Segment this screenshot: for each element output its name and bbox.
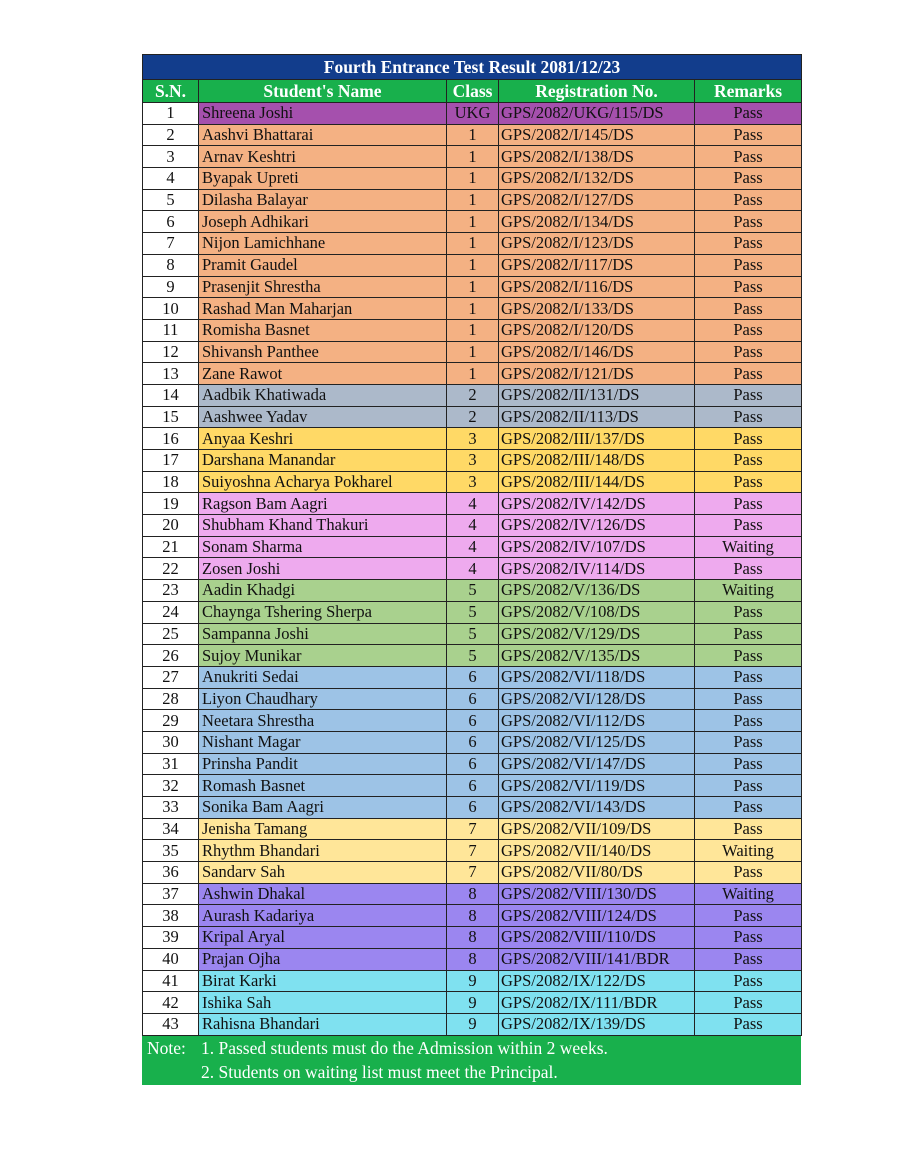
result-table <box>142 54 802 1036</box>
row-student-name: Zosen Joshi <box>199 558 447 580</box>
row-registration-no: GPS/2082/UKG/115/DS <box>499 103 695 125</box>
row-sn: 43 <box>143 1013 199 1035</box>
row-registration-no: GPS/2082/I/133/DS <box>499 298 695 320</box>
row-class: 7 <box>447 818 499 840</box>
row-remarks: Pass <box>695 645 802 667</box>
row-student-name: Sujoy Munikar <box>199 645 447 667</box>
row-registration-no: GPS/2082/VIII/130/DS <box>499 883 695 905</box>
row-sn: 2 <box>143 124 199 146</box>
row-registration-no: GPS/2082/VI/143/DS <box>499 797 695 819</box>
row-student-name: Chaynga Tshering Sherpa <box>199 601 447 623</box>
row-student-name: Aashvi Bhattarai <box>199 124 447 146</box>
table-row <box>143 233 802 255</box>
row-remarks: Pass <box>695 666 802 688</box>
table-row <box>143 645 802 667</box>
row-class: UKG <box>447 103 499 125</box>
row-remarks: Pass <box>695 341 802 363</box>
row-remarks: Pass <box>695 168 802 190</box>
row-class: 1 <box>447 168 499 190</box>
row-class: 6 <box>447 797 499 819</box>
table-row <box>143 601 802 623</box>
table-row <box>143 580 802 602</box>
row-remarks: Waiting <box>695 883 802 905</box>
row-sn: 22 <box>143 558 199 580</box>
row-sn: 36 <box>143 862 199 884</box>
title-row <box>143 55 802 80</box>
table-row <box>143 883 802 905</box>
row-sn: 8 <box>143 254 199 276</box>
table-row <box>143 970 802 992</box>
table-row <box>143 710 802 732</box>
row-student-name: Rhythm Bhandari <box>199 840 447 862</box>
row-student-name: Kripal Aryal <box>199 927 447 949</box>
table-row <box>143 948 802 970</box>
row-sn: 6 <box>143 211 199 233</box>
row-class: 3 <box>447 471 499 493</box>
row-remarks: Pass <box>695 124 802 146</box>
row-remarks: Pass <box>695 1013 802 1035</box>
row-student-name: Sonika Bam Aagri <box>199 797 447 819</box>
row-student-name: Anyaa Keshri <box>199 428 447 450</box>
row-registration-no: GPS/2082/I/138/DS <box>499 146 695 168</box>
row-remarks: Pass <box>695 298 802 320</box>
table-row <box>143 927 802 949</box>
row-student-name: Romisha Basnet <box>199 319 447 341</box>
row-sn: 30 <box>143 731 199 753</box>
row-remarks: Pass <box>695 233 802 255</box>
row-sn: 3 <box>143 146 199 168</box>
row-class: 6 <box>447 753 499 775</box>
row-sn: 25 <box>143 623 199 645</box>
row-remarks: Pass <box>695 146 802 168</box>
row-sn: 32 <box>143 775 199 797</box>
row-student-name: Joseph Adhikari <box>199 211 447 233</box>
row-remarks: Pass <box>695 406 802 428</box>
row-sn: 13 <box>143 363 199 385</box>
row-remarks: Pass <box>695 428 802 450</box>
row-registration-no: GPS/2082/V/129/DS <box>499 623 695 645</box>
row-registration-no: GPS/2082/I/145/DS <box>499 124 695 146</box>
row-sn: 28 <box>143 688 199 710</box>
row-remarks: Pass <box>695 363 802 385</box>
row-sn: 16 <box>143 428 199 450</box>
row-student-name: Birat Karki <box>199 970 447 992</box>
row-student-name: Zane Rawot <box>199 363 447 385</box>
table-row <box>143 905 802 927</box>
row-sn: 17 <box>143 450 199 472</box>
row-remarks: Pass <box>695 710 802 732</box>
row-class: 8 <box>447 948 499 970</box>
table-row <box>143 558 802 580</box>
row-sn: 10 <box>143 298 199 320</box>
table-row <box>143 319 802 341</box>
row-sn: 41 <box>143 970 199 992</box>
row-class: 9 <box>447 1013 499 1035</box>
table-body <box>143 103 802 1036</box>
row-class: 8 <box>447 927 499 949</box>
row-student-name: Byapak Upreti <box>199 168 447 190</box>
row-registration-no: GPS/2082/I/146/DS <box>499 341 695 363</box>
row-remarks: Pass <box>695 775 802 797</box>
row-class: 1 <box>447 233 499 255</box>
row-sn: 5 <box>143 189 199 211</box>
row-remarks: Pass <box>695 753 802 775</box>
table-row <box>143 276 802 298</box>
table-row <box>143 840 802 862</box>
row-student-name: Nishant Magar <box>199 731 447 753</box>
row-class: 4 <box>447 558 499 580</box>
table-row <box>143 406 802 428</box>
row-registration-no: GPS/2082/III/137/DS <box>499 428 695 450</box>
row-registration-no: GPS/2082/I/123/DS <box>499 233 695 255</box>
table-row <box>143 384 802 406</box>
row-registration-no: GPS/2082/VIII/141/BDR <box>499 948 695 970</box>
row-class: 4 <box>447 515 499 537</box>
row-registration-no: GPS/2082/IX/139/DS <box>499 1013 695 1035</box>
row-student-name: Neetara Shrestha <box>199 710 447 732</box>
row-student-name: Aadbik Khatiwada <box>199 384 447 406</box>
row-remarks: Waiting <box>695 580 802 602</box>
row-student-name: Sonam Sharma <box>199 536 447 558</box>
row-registration-no: GPS/2082/I/132/DS <box>499 168 695 190</box>
header-registration: Registration No. <box>499 80 695 103</box>
table-row <box>143 992 802 1014</box>
row-sn: 31 <box>143 753 199 775</box>
result-title: Fourth Entrance Test Result 2081/12/23 <box>143 55 802 80</box>
row-student-name: Ragson Bam Aagri <box>199 493 447 515</box>
row-class: 1 <box>447 298 499 320</box>
row-remarks: Pass <box>695 493 802 515</box>
table-row <box>143 254 802 276</box>
row-sn: 11 <box>143 319 199 341</box>
note-box <box>142 1036 801 1085</box>
row-registration-no: GPS/2082/IV/126/DS <box>499 515 695 537</box>
row-class: 6 <box>447 666 499 688</box>
row-registration-no: GPS/2082/V/108/DS <box>499 601 695 623</box>
note-line-1: 1. Passed students must do the Admission within 2 weeks. <box>201 1037 608 1058</box>
table-row <box>143 536 802 558</box>
row-remarks: Pass <box>695 992 802 1014</box>
note-label: Note: <box>147 1037 186 1058</box>
row-remarks: Pass <box>695 862 802 884</box>
table-row <box>143 146 802 168</box>
table-row <box>143 515 802 537</box>
row-remarks: Pass <box>695 384 802 406</box>
row-registration-no: GPS/2082/V/136/DS <box>499 580 695 602</box>
row-remarks: Pass <box>695 731 802 753</box>
row-sn: 39 <box>143 927 199 949</box>
row-student-name: Sandarv Sah <box>199 862 447 884</box>
row-registration-no: GPS/2082/III/144/DS <box>499 471 695 493</box>
row-student-name: Rahisna Bhandari <box>199 1013 447 1035</box>
table-row <box>143 103 802 125</box>
table-row <box>143 168 802 190</box>
row-sn: 34 <box>143 818 199 840</box>
row-remarks: Waiting <box>695 536 802 558</box>
row-student-name: Suiyoshna Acharya Pokharel <box>199 471 447 493</box>
row-class: 4 <box>447 536 499 558</box>
row-sn: 21 <box>143 536 199 558</box>
row-student-name: Anukriti Sedai <box>199 666 447 688</box>
row-student-name: Nijon Lamichhane <box>199 233 447 255</box>
row-class: 8 <box>447 905 499 927</box>
row-class: 1 <box>447 254 499 276</box>
row-sn: 7 <box>143 233 199 255</box>
row-class: 8 <box>447 883 499 905</box>
row-class: 5 <box>447 601 499 623</box>
table-row <box>143 666 802 688</box>
table-row <box>143 818 802 840</box>
row-class: 3 <box>447 450 499 472</box>
row-registration-no: GPS/2082/II/113/DS <box>499 406 695 428</box>
row-remarks: Pass <box>695 948 802 970</box>
row-sn: 35 <box>143 840 199 862</box>
table-row <box>143 753 802 775</box>
table-row <box>143 775 802 797</box>
row-sn: 19 <box>143 493 199 515</box>
row-class: 7 <box>447 862 499 884</box>
row-sn: 18 <box>143 471 199 493</box>
row-registration-no: GPS/2082/I/134/DS <box>499 211 695 233</box>
row-remarks: Pass <box>695 927 802 949</box>
header-class: Class <box>447 80 499 103</box>
table-row <box>143 471 802 493</box>
row-remarks: Pass <box>695 797 802 819</box>
table-row <box>143 731 802 753</box>
row-sn: 33 <box>143 797 199 819</box>
table-row <box>143 688 802 710</box>
row-student-name: Prinsha Pandit <box>199 753 447 775</box>
row-sn: 37 <box>143 883 199 905</box>
row-class: 2 <box>447 406 499 428</box>
row-sn: 1 <box>143 103 199 125</box>
row-class: 1 <box>447 211 499 233</box>
row-class: 1 <box>447 146 499 168</box>
row-remarks: Pass <box>695 471 802 493</box>
row-remarks: Waiting <box>695 840 802 862</box>
row-class: 1 <box>447 363 499 385</box>
table-row <box>143 363 802 385</box>
row-sn: 24 <box>143 601 199 623</box>
row-class: 1 <box>447 319 499 341</box>
row-registration-no: GPS/2082/IV/107/DS <box>499 536 695 558</box>
row-student-name: Prasenjit Shrestha <box>199 276 447 298</box>
row-class: 9 <box>447 970 499 992</box>
row-remarks: Pass <box>695 276 802 298</box>
table-row <box>143 797 802 819</box>
row-remarks: Pass <box>695 189 802 211</box>
row-remarks: Pass <box>695 688 802 710</box>
row-student-name: Sampanna Joshi <box>199 623 447 645</box>
row-class: 4 <box>447 493 499 515</box>
table-row <box>143 428 802 450</box>
row-class: 2 <box>447 384 499 406</box>
row-registration-no: GPS/2082/VI/112/DS <box>499 710 695 732</box>
row-student-name: Darshana Manandar <box>199 450 447 472</box>
row-remarks: Pass <box>695 319 802 341</box>
row-remarks: Pass <box>695 623 802 645</box>
row-class: 7 <box>447 840 499 862</box>
row-remarks: Pass <box>695 515 802 537</box>
row-remarks: Pass <box>695 818 802 840</box>
row-registration-no: GPS/2082/I/120/DS <box>499 319 695 341</box>
row-student-name: Arnav Keshtri <box>199 146 447 168</box>
row-student-name: Jenisha Tamang <box>199 818 447 840</box>
row-sn: 14 <box>143 384 199 406</box>
row-registration-no: GPS/2082/VII/80/DS <box>499 862 695 884</box>
header-name: Student's Name <box>199 80 447 103</box>
result-sheet <box>142 54 801 1085</box>
row-student-name: Ashwin Dhakal <box>199 883 447 905</box>
row-class: 3 <box>447 428 499 450</box>
row-class: 6 <box>447 731 499 753</box>
row-remarks: Pass <box>695 970 802 992</box>
row-class: 1 <box>447 341 499 363</box>
row-class: 1 <box>447 124 499 146</box>
row-class: 1 <box>447 189 499 211</box>
row-registration-no: GPS/2082/IV/142/DS <box>499 493 695 515</box>
row-registration-no: GPS/2082/I/117/DS <box>499 254 695 276</box>
table-row <box>143 1013 802 1035</box>
table-row <box>143 189 802 211</box>
row-sn: 40 <box>143 948 199 970</box>
row-registration-no: GPS/2082/VI/125/DS <box>499 731 695 753</box>
header-remarks: Remarks <box>695 80 802 103</box>
row-class: 6 <box>447 775 499 797</box>
row-registration-no: GPS/2082/I/121/DS <box>499 363 695 385</box>
row-class: 5 <box>447 580 499 602</box>
row-sn: 27 <box>143 666 199 688</box>
row-remarks: Pass <box>695 450 802 472</box>
row-registration-no: GPS/2082/III/148/DS <box>499 450 695 472</box>
row-student-name: Dilasha Balayar <box>199 189 447 211</box>
row-registration-no: GPS/2082/VI/119/DS <box>499 775 695 797</box>
row-registration-no: GPS/2082/IX/111/BDR <box>499 992 695 1014</box>
row-student-name: Aashwee Yadav <box>199 406 447 428</box>
row-registration-no: GPS/2082/I/116/DS <box>499 276 695 298</box>
row-student-name: Ishika Sah <box>199 992 447 1014</box>
row-remarks: Pass <box>695 905 802 927</box>
row-remarks: Pass <box>695 601 802 623</box>
row-sn: 42 <box>143 992 199 1014</box>
row-registration-no: GPS/2082/IV/114/DS <box>499 558 695 580</box>
row-sn: 26 <box>143 645 199 667</box>
table-row <box>143 124 802 146</box>
row-registration-no: GPS/2082/VII/109/DS <box>499 818 695 840</box>
row-remarks: Pass <box>695 103 802 125</box>
row-student-name: Liyon Chaudhary <box>199 688 447 710</box>
table-row <box>143 623 802 645</box>
row-student-name: Shubham Khand Thakuri <box>199 515 447 537</box>
row-sn: 15 <box>143 406 199 428</box>
row-sn: 12 <box>143 341 199 363</box>
row-student-name: Romash Basnet <box>199 775 447 797</box>
row-student-name: Aadin Khadgi <box>199 580 447 602</box>
row-class: 1 <box>447 276 499 298</box>
row-registration-no: GPS/2082/V/135/DS <box>499 645 695 667</box>
row-class: 6 <box>447 710 499 732</box>
row-registration-no: GPS/2082/VIII/124/DS <box>499 905 695 927</box>
row-registration-no: GPS/2082/II/131/DS <box>499 384 695 406</box>
row-class: 6 <box>447 688 499 710</box>
table-row <box>143 450 802 472</box>
row-registration-no: GPS/2082/VII/140/DS <box>499 840 695 862</box>
table-row <box>143 341 802 363</box>
row-student-name: Rashad Man Maharjan <box>199 298 447 320</box>
row-sn: 4 <box>143 168 199 190</box>
row-registration-no: GPS/2082/VI/128/DS <box>499 688 695 710</box>
row-sn: 38 <box>143 905 199 927</box>
table-row <box>143 862 802 884</box>
row-student-name: Prajan Ojha <box>199 948 447 970</box>
header-sn: S.N. <box>143 80 199 103</box>
table-row <box>143 298 802 320</box>
row-sn: 20 <box>143 515 199 537</box>
row-registration-no: GPS/2082/VI/118/DS <box>499 666 695 688</box>
row-class: 5 <box>447 645 499 667</box>
row-registration-no: GPS/2082/IX/122/DS <box>499 970 695 992</box>
row-registration-no: GPS/2082/VIII/110/DS <box>499 927 695 949</box>
row-student-name: Shivansh Panthee <box>199 341 447 363</box>
row-sn: 9 <box>143 276 199 298</box>
row-student-name: Aurash Kadariya <box>199 905 447 927</box>
row-remarks: Pass <box>695 254 802 276</box>
row-remarks: Pass <box>695 211 802 233</box>
row-registration-no: GPS/2082/VI/147/DS <box>499 753 695 775</box>
row-registration-no: GPS/2082/I/127/DS <box>499 189 695 211</box>
row-student-name: Shreena Joshi <box>199 103 447 125</box>
row-remarks: Pass <box>695 558 802 580</box>
row-sn: 29 <box>143 710 199 732</box>
row-class: 9 <box>447 992 499 1014</box>
table-row <box>143 211 802 233</box>
row-class: 5 <box>447 623 499 645</box>
note-line-2: 2. Students on waiting list must meet the Principal. <box>201 1061 558 1082</box>
table-row <box>143 493 802 515</box>
header-row <box>143 80 802 103</box>
row-sn: 23 <box>143 580 199 602</box>
row-student-name: Pramit Gaudel <box>199 254 447 276</box>
